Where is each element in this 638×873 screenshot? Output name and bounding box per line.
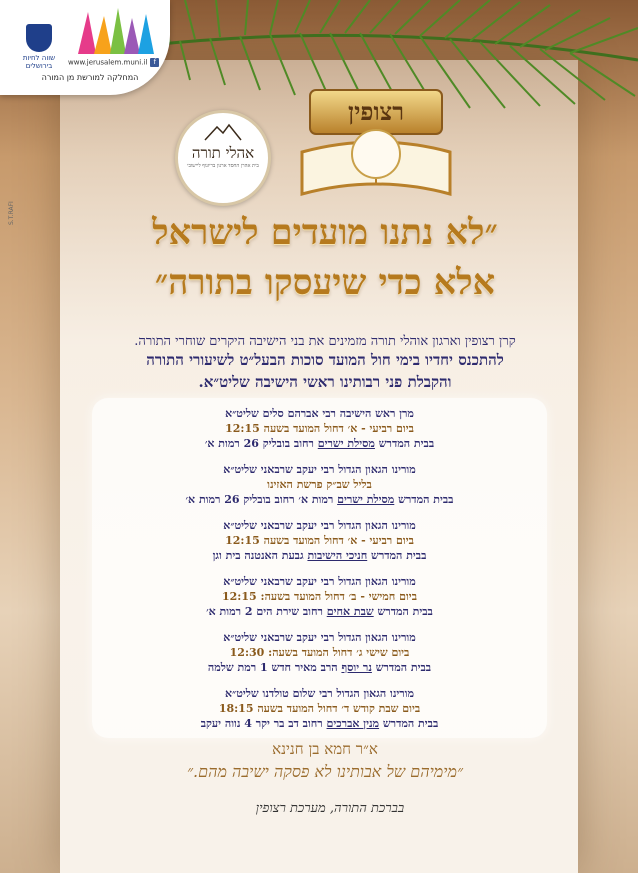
badge-subtitle: בית אהרן החסד ארגון בריזנוף ליישובי: [187, 163, 259, 169]
place-name: מסילת ישרים: [317, 437, 375, 450]
lecture-place: [92, 660, 547, 675]
jerusalem-emblem: [18, 24, 60, 70]
mountain-icon: [203, 123, 243, 141]
lecture-speaker: מורינו הגאון הגדול רבי יעקב שרבאני שליט״א: [223, 519, 416, 532]
intro-line-3: והקבלת פני רבותינו ראשי הישיבה שליט״א.: [198, 373, 452, 391]
facebook-icon: f: [150, 58, 159, 67]
badge-name: אהלי תורה: [191, 144, 255, 162]
department-name: המחלקה למורשת מן המורה: [41, 73, 139, 82]
lecture-time: ביום שבת קודש ד׳ דחול המועד בשעה 18:15: [218, 702, 421, 715]
designer-credit: S.T.RAFI: [8, 201, 15, 225]
place-name: מסילת ישרים: [337, 493, 395, 506]
lecture-place: [92, 716, 547, 731]
signature: בברכת התורה, מערכת רצופין: [255, 801, 405, 816]
lecture-speaker: מרן ראש הישיבה רבי אברהם סלים שליט״א: [225, 407, 414, 420]
lecture-time: ביום רביעי - א׳ דחול המועד בשעה 12:15: [225, 422, 414, 435]
municipality-logo-panel: [0, 0, 170, 95]
url-text: www.jerusalem.muni.il: [68, 58, 148, 67]
lecture-speaker: מורינו הגאון הגדול רבי שלום טולדנו שליט״א: [224, 687, 415, 700]
place-prefix: בבית המדרש: [373, 605, 433, 618]
place-prefix: בבית המדרש: [379, 717, 439, 730]
place-address: הרב מאיר חדש 1 רמת שלמה: [207, 661, 342, 674]
place-address: רחוב שירת הים 2 רמות א׳: [206, 605, 327, 618]
quote-author: א״ר חמא בן חנינא: [272, 740, 378, 758]
place-name: חניכי הישיבות: [307, 549, 368, 562]
jerusalem-colorful-logo-icon: [74, 6, 156, 56]
place-prefix: בבית המדרש: [394, 493, 454, 506]
place-name: מנין אברכים: [326, 717, 380, 730]
website-url: [68, 58, 159, 67]
quote-text: ״מימיהם של אבותינו לא פסקה ישיבה מהם.״: [186, 762, 464, 781]
place-address: רחוב בובליק 26 רמות א׳: [204, 437, 318, 450]
headline-line-1: ״לא נתנו מועדים לישראל: [152, 212, 498, 253]
book-emblem-title: רצופין: [348, 97, 404, 126]
place-prefix: בבית המדרש: [367, 549, 427, 562]
lecture-time: ביום רביעי - א׳ דחול המועד בשעה 12:15: [225, 534, 414, 547]
lecture-time: ביום שישי ג׳ דחול המועד בשעה: 12:30: [229, 646, 410, 659]
lecture-time: בליל שב״ק פרשת האזינו: [267, 478, 372, 491]
lecture-schedule: [92, 398, 547, 738]
lion-emblem-icon: [26, 24, 52, 52]
lecture-item: [92, 630, 547, 675]
headline-line-2: אלא כדי שיעסקו בתורה״: [154, 262, 496, 303]
place-name: נר יוסף: [341, 661, 372, 674]
lecture-item: [92, 518, 547, 563]
lecture-speaker: מורינו הגאון הגדול רבי יעקב שרבאני שליט״א: [223, 463, 416, 476]
lecture-item: [92, 574, 547, 619]
lecture-time: ביום חמישי - ב׳ דחול המועד בשעה: 12:15: [222, 590, 417, 603]
intro-line-1: קרן רצופין וארגון אוהלי תורה מזמינים את בני הישיבה היקרים שוחרי התורה.: [134, 334, 516, 349]
intro-line-2: להתכנס יחדיו בימי חול המועד סוכות הבעל״ט לשיעורי התורה: [146, 351, 504, 369]
lecture-place: [92, 548, 547, 563]
lecture-speaker: מורינו הגאון הגדול רבי יעקב שרבאני שליט״א: [223, 631, 416, 644]
ohalei-torah-badge: [175, 110, 271, 206]
place-name: שבת אחים: [326, 605, 374, 618]
place-address: גבעת האנטנה בית וגן: [212, 549, 308, 562]
lecture-speaker: מורינו הגאון הגדול רבי יעקב שרבאני שליט״א: [223, 575, 416, 588]
lecture-item: [92, 462, 547, 507]
place-prefix: בבית המדרש: [374, 437, 435, 450]
lecture-place: [92, 436, 547, 451]
municipality-slogan: שווה לחיות בירושלים: [22, 54, 56, 70]
place-address: רחוב דב בר יקר 4 נווה יעקב: [200, 717, 327, 730]
lecture-place: [92, 492, 547, 507]
place-prefix: בבית המדרש: [371, 661, 432, 674]
lecture-item: [92, 686, 547, 731]
lecture-item: [92, 406, 547, 451]
lecture-place: [92, 604, 547, 619]
place-address: רמות א׳ רחוב בובליק 26 רמות א׳: [185, 493, 338, 506]
